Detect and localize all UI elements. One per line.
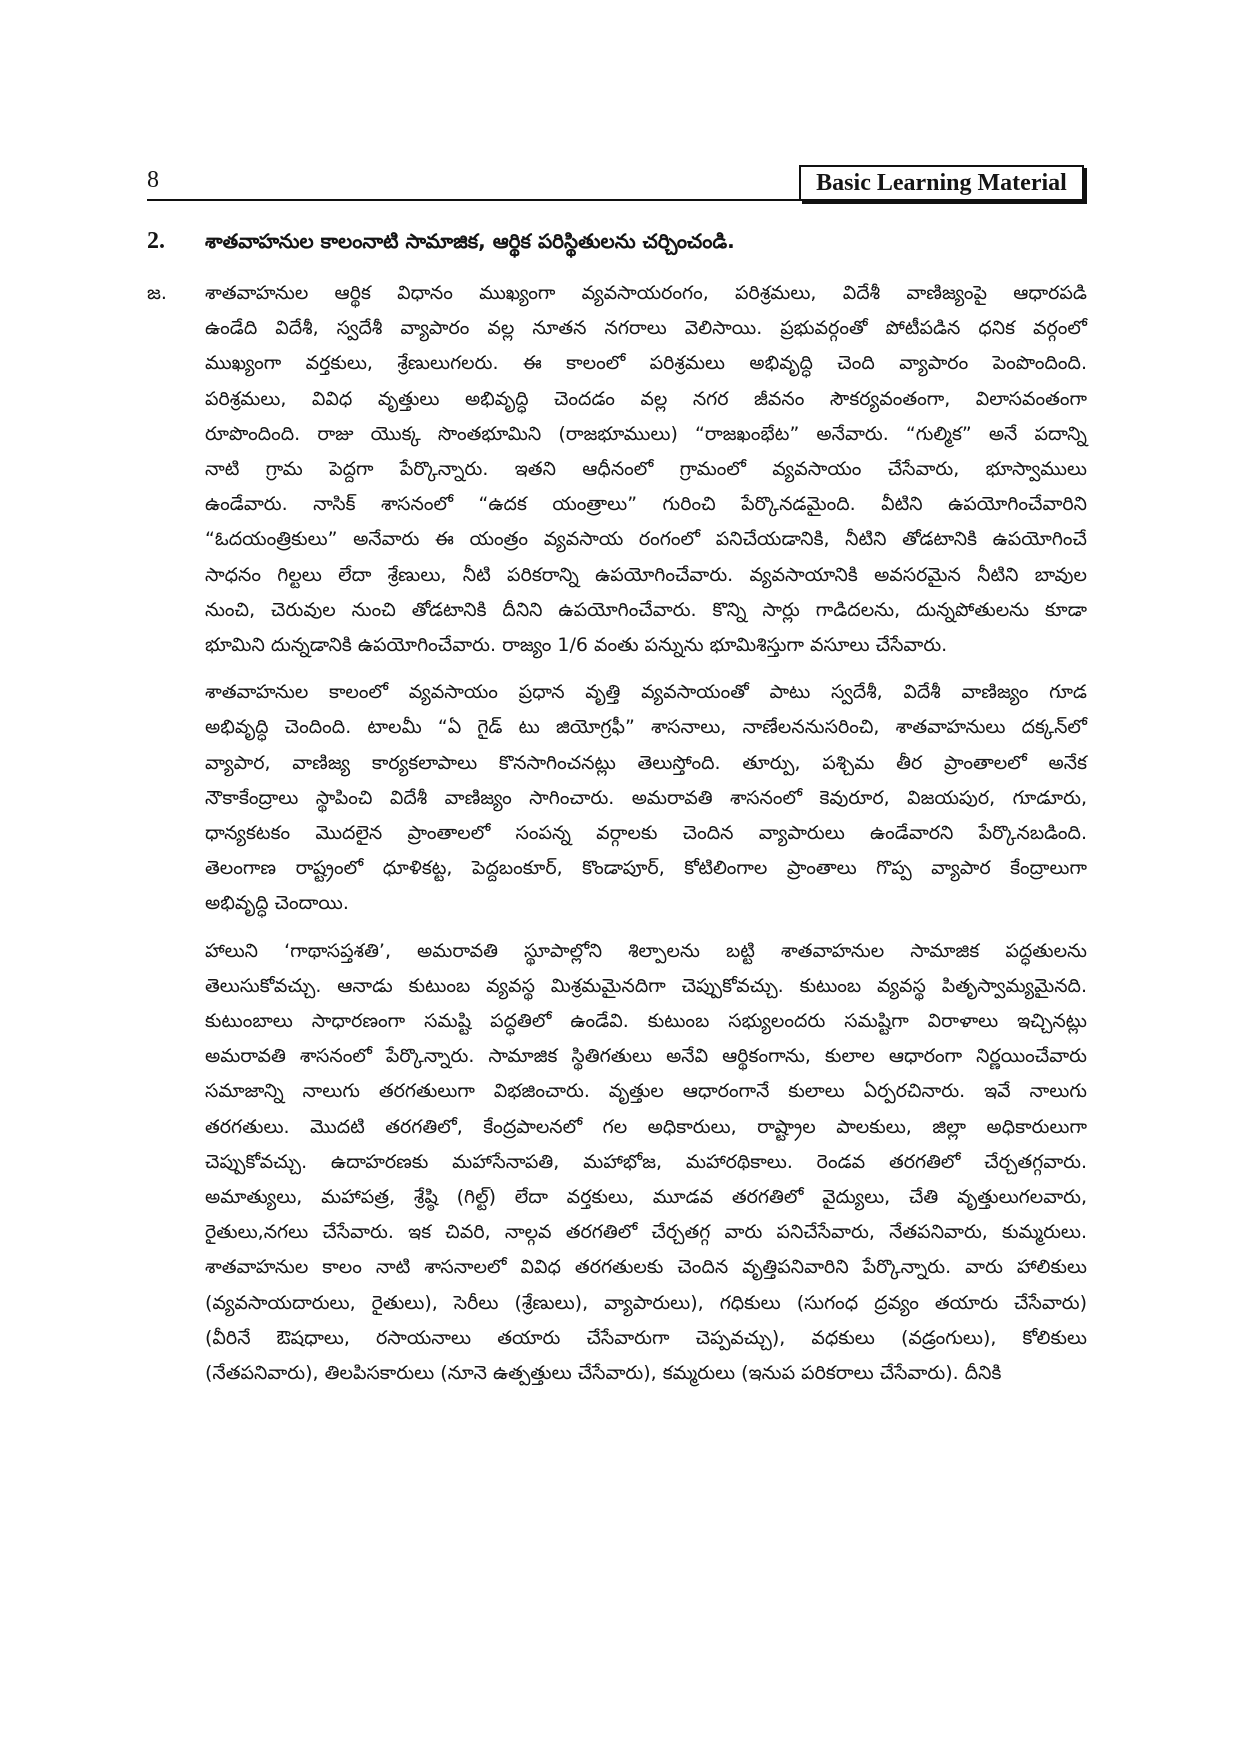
answer-label: జ. — [147, 282, 167, 304]
question-text: శాతవాహనుల కాలంనాటి సామాజిక, ఆర్థిక పరిస్థితులను చర్చించండి. — [205, 229, 735, 253]
text-line: తరగతులు. మొదటి తరగతిలో, కేంద్రపాలనలో గల అధికారులు, రాష్ట్రాల పాలకులు, జిల్లా అధికారులుగా — [205, 1115, 1087, 1138]
text-line: సమాజాన్ని నాలుగు తరగతులుగా విభజించారు. వృత్తుల ఆధారంగానే కులాలు ఏర్పరచినారు. ఇవే నాలుగు — [205, 1080, 1087, 1103]
text-line: అమరావతి శాసనంలో పేర్కొన్నారు. సామాజిక స్థితిగతులు అనేవి ఆర్థికంగాను, కులాల ఆధారంగా నిర్ణయించేవారు — [205, 1045, 1087, 1068]
text-line: ముఖ్యంగా వర్తకులు, శ్రేణులుగలరు. ఈ కాలంలో పరిశ్రమలు అభివృద్ధి చెంది వ్యాపారం పెంపొందింది. — [205, 352, 1087, 375]
text-line: పరిశ్రమలు, వివిధ వృత్తులు అభివృద్ధి చెందడం వల్ల నగర జీవనం సౌకర్యవంతంగా, విలాసవంతంగా — [205, 387, 1087, 410]
text-line: నుంచి, చెరువుల నుంచి తోడటానికి దీనిని ఉపయోగించేవారు. కొన్ని సార్లు గాడిదలను, దున్నపోతులను కూడా — [205, 598, 1087, 621]
text-line: అభివృద్ధి చెందింది. టాలమీ “ఏ గైడ్ టు జియోగ్రఫీ” శాసనాలు, నాణేలననుసరించి, శాతవాహనులు దక్కన్‌లో — [205, 716, 1087, 739]
answer-paragraph — [205, 276, 1087, 663]
text-line: రైతులు,నగలు చేసేవారు. ఇక చివరి, నాల్గవ తరగతిలో చేర్చతగ్గ వారు పనిచేసేవారు, నేతపనివారు, కుమ్మరులు. — [205, 1221, 1087, 1244]
text-line: వ్యాపార, వాణిజ్య కార్యకలాపాలు కొనసాగించనట్లు తెలుస్తోంది. తూర్పు, పశ్చిమ తీర ప్రాంతాలలో అనేక — [205, 751, 1087, 774]
text-line: (నేతపనివారు), తిలపిసకారులు (నూనె ఉత్పత్తులు చేసేవారు), కమ్మరులు (ఇనుప పరికరాలు చేసేవారు). దీనికి — [205, 1362, 1002, 1385]
question-number: 2. — [147, 228, 165, 254]
text-line: హాలుని ‘గాథాసప్తశతి’, అమరావతి స్థూపాల్లోని శిల్పాలను బట్టి శాతవాహనుల సామాజిక పద్ధతులను — [205, 939, 1087, 962]
answer — [147, 276, 1087, 1403]
question — [147, 224, 1087, 258]
answer-body — [205, 276, 1087, 1403]
book-title: Basic Learning Material — [816, 169, 1067, 196]
text-line: కుటుంబాలు సాధారణంగా సమష్టి పద్ధతిలో ఉండేవి. కుటుంబ సభ్యులందరు సమష్టిగా విరాళాలు ఇచ్చినట్లు — [205, 1010, 1087, 1033]
book-title-box — [799, 165, 1084, 201]
text-line: తెలుసుకోవచ్చు. ఆనాడు కుటుంబ వ్యవస్థ మిశ్రమమైనదిగా చెప్పుకోవచ్చు. కుటుంబ వ్యవస్థ పితృస్వామ్యమైనది. — [205, 974, 1087, 997]
text-line: భూమిని దున్నడానికి ఉపయోగించేవారు. రాజ్యం 1/6 వంతు పన్నును భూమిశిస్తుగా వసూలు చేసేవారు. — [205, 634, 948, 657]
text-line: శాతవాహనుల ఆర్థిక విధానం ముఖ్యంగా వ్యవసాయరంగం, పరిశ్రమలు, విదేశీ వాణిజ్యంపై ఆధారపడి — [205, 282, 1087, 304]
text-line: శాతవాహనుల కాలంలో వ్యవసాయం ప్రధాన వృత్తి వ్యవసాయంతో పాటు స్వదేశీ, విదేశీ వాణిజ్యం గూడ — [205, 681, 1087, 704]
answer-paragraph — [205, 934, 1087, 1392]
text-line: తెలంగాణ రాష్ట్రంలో ధూళికట్ట, పెద్దబంకూర్, కొండాపూర్, కోటిలింగాల ప్రాంతాలు గొప్ప వ్యాపార కేంద్రాలుగా — [205, 857, 1087, 880]
text-line: నౌకాకేంద్రాలు స్థాపించి విదేశీ వాణిజ్యం సాగించారు. అమరావతి శాసనంలో కెవురూర, విజయపుర, గూడూరు, — [205, 786, 1087, 809]
text-line: (వ్యవసాయదారులు, రైతులు), సెరీలు (శ్రేణులు), వ్యాపారులు), గధికులు (సుగంధ ద్రవ్యం తయారు చేసేవారు) — [205, 1291, 1087, 1314]
text-line: చెప్పుకోవచ్చు. ఉదాహరణకు మహాసేనాపతి, మహాభోజ, మహారథికాలు. రెండవ తరగతిలో చేర్చతగ్గవారు. — [205, 1150, 1087, 1173]
text-line: ధాన్యకటకం మొదలైన ప్రాంతాలలో సంపన్న వర్గాలకు చెందిన వ్యాపారులు ఉండేవారని పేర్కొనబడింది. — [205, 822, 1087, 845]
text-line: (వీరినే ఔషధాలు, రసాయనాలు తయారు చేసేవారుగా చెప్పవచ్చు), వధకులు (వడ్రంగులు), కోలికులు — [205, 1326, 1087, 1349]
text-line: అమాత్యులు, మహాపత్ర, శ్రేష్ఠి (గిల్ట్) లేదా వర్తకులు, మూడవ తరగతిలో వైద్యులు, చేతి వృత్తులుగలవారు, — [205, 1186, 1087, 1209]
header-rule — [147, 199, 801, 201]
text-line: సాధనం గిల్టలు లేదా శ్రేణులు, నీటి పరికరాన్ని ఉపయోగించేవారు. వ్యవసాయానికి అవసరమైన నీటిని బావుల — [205, 563, 1087, 586]
text-line: ఉండేవారు. నాసిక్ శాసనంలో “ఉదక యంత్రాలు” గురించి పేర్కొనడమైంది. వీటిని ఉపయోగించేవారిని — [205, 493, 1087, 516]
text-line: “ఓదయంత్రికులు” అనేవారు ఈ యంత్రం వ్యవసాయ రంగంలో పనిచేయడానికి, నీటిని తోడటానికి ఉపయోగించే — [205, 528, 1087, 551]
page-number: 8 — [147, 167, 159, 193]
text-line: నాటి గ్రామ పెద్దగా పేర్కొన్నారు. ఇతని ఆధీనంలో గ్రామంలో వ్యవసాయం చేసేవారు, భూస్వాములు — [205, 458, 1087, 481]
text-line: అభివృద్ధి చెందాయి. — [205, 892, 349, 915]
text-line: శాతవాహనుల కాలం నాటి శాసనాలలో వివిధ తరగతులకు చెందిన వృత్తిపనివారిని పేర్కొన్నారు. వారు హాలికులు — [205, 1256, 1087, 1279]
text-line: రూపొందింది. రాజు యొక్క సొంతభూమిని (రాజభూములు) “రాజఖంభేట” అనేవారు. “గుల్మిక” అనే పదాన్ని — [205, 422, 1087, 445]
text-line: ఉండేది విదేశీ, స్వదేశీ వ్యాపారం వల్ల నూతన నగరాలు వెలిసాయి. ప్రభువర్గంతో పోటీపడిన ధనిక వర్గంలో — [205, 317, 1087, 340]
answer-paragraph — [205, 675, 1087, 921]
